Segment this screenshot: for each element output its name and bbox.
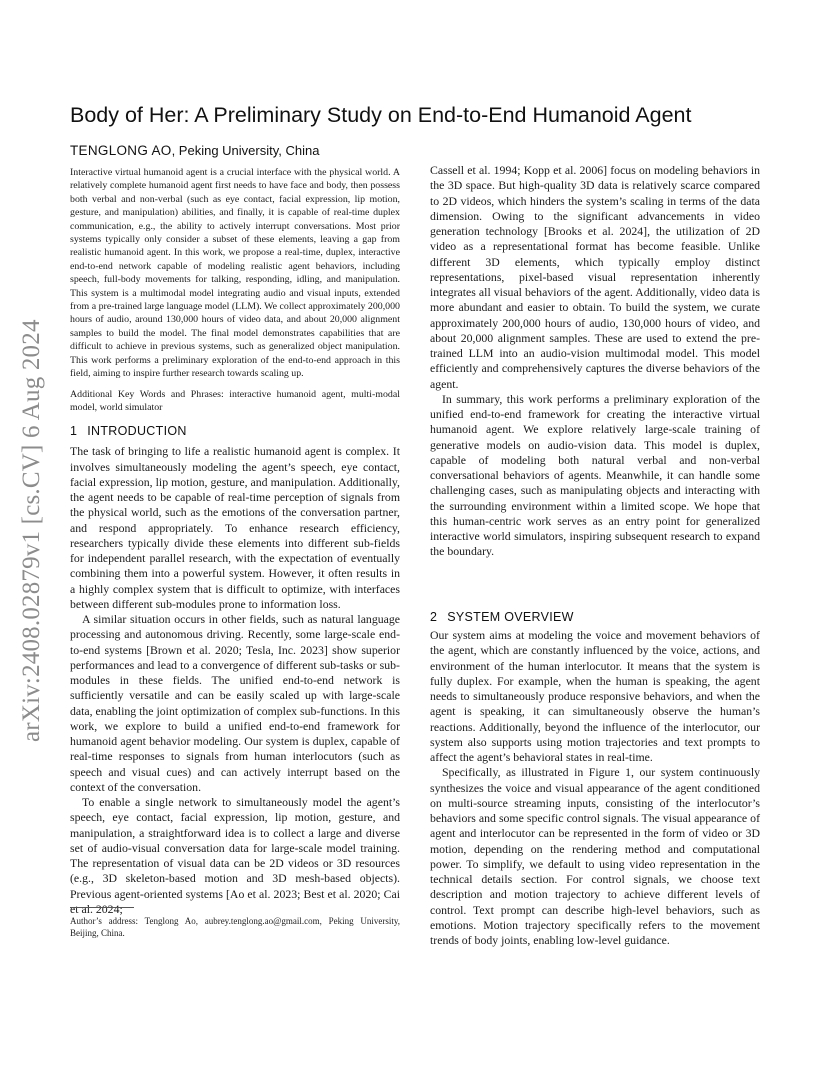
author-affiliation: , Peking University, China [171, 143, 320, 158]
paper-title: Body of Her: A Preliminary Study on End-to-End Humanoid Agent [70, 103, 692, 127]
intro-paragraph: A similar situation occurs in other fields, such as natural language processing and autonomous driving. Recently, some large-scale end-to-end systems [Brown et al. 2020; Tesla, Inc. 2023] show superior performances and lead to a convergence of different sub-tasks or sub-modules in these fields. The unified end-to-end network is sufficiently versatile and can be easily scaled up with large-scale data, enabling the joint optimization of complex sub-functions. In this work, we explore to build a unified end-to-end framework for humanoid agent behavior modeling. Our system is duplex, capable of real-time responses to signals from human interlocutors (such as speech and visual cues) and can actively interrupt based on the context of the conversation. [70, 612, 400, 794]
author-footnote: Author’s address: Tenglong Ao, aubrey.tenglong.ao@gmail.com, Peking University, Beijing, China. [70, 916, 400, 938]
section-heading-system-overview [430, 609, 760, 625]
overview-paragraph: Specifically, as illustrated in Figure 1, our system continuously synthesizes the voice and visual appearance of the agent conditioned on multi-source streaming inputs, consisting of the interlocutor’s behaviors and some specific control signals. The visual appearance of agent and interlocutor can be represented in the form of video or 3D motion, depending on the rendering method and computational power. To simplify, we default to using video representation in the technical details section. For control signals, we choose text description and motion trajectory to achieve different levels of control. Text prompt can describe high-level behaviors, such as emotions. Motion trajectory specifically refers to the movement trends of body joints, enabling low-level guidance. [430, 765, 760, 947]
intro-paragraph: To enable a single network to simultaneously model the agent’s speech, eye contact, facial expression, lip motion, gesture, and manipulation, a straightforward idea is to collect a large and diverse set of audio-visual conversation data for large-scale model training. The representation of visual data can be 2D videos or 3D resources (e.g., 3D skeleton-based motion and 3D mesh-based objects). Previous agent-oriented systems [Ao et al. 2023; Best et al. 2020; Cai et al. 2024; [70, 795, 400, 916]
section-title: SYSTEM OVERVIEW [447, 610, 574, 624]
author-line [70, 141, 770, 161]
right-column [430, 163, 760, 560]
section-heading-introduction [70, 423, 400, 439]
section-number: 2 [430, 610, 438, 624]
left-column [70, 166, 400, 917]
arxiv-identifier[interactable]: arXiv:2408.02879v1 [cs.CV] 6 Aug 2024 [18, 319, 45, 742]
system-overview-body [430, 628, 760, 948]
keywords: Additional Key Words and Phrases: interactive humanoid agent, multi-modal model, world simulator [70, 388, 400, 413]
section-title: INTRODUCTION [87, 424, 187, 439]
footnote-divider [70, 907, 134, 908]
abstract: Interactive virtual humanoid agent is a crucial interface with the physical world. A relatively complete humanoid agent first needs to have face and body, then possess both verbal and non-verbal (such as eye contact, facial expression, lip motion, gesture, and manipulation) abilities, and finally, it is capable of real-time duplex communication, e.g., the ability to actively interrupt conversations. Most prior systems typically only consider a subset of these elements, leaving a gap from realistic humanoid agent. In this work, we propose a real-time, duplex, interactive end-to-end network capable of modeling realistic agent behaviors, including speech, full-body movements for talking, responding, idling, and manipulation. This system is a multimodal model integrating audio and visual inputs, extended from a pre-trained large language model (LLM). We collect approximately 200,000 hours of audio, around 130,000 hours of video data, and about 20,000 alignment samples to build the model. The final model demonstrates capabilities that are difficult to achieve in previous systems, such as generalized object manipulation. This work performs a preliminary exploration of the end-to-end approach in this field, aiming to inspire further research towards scaling up. [70, 167, 400, 380]
intro-summary-paragraph: In summary, this work performs a preliminary exploration of the unified end-to-end framework for creating the interactive virtual humanoid agent. We explore relatively large-scale training of generative models on audio-vision data. This model is duplex, capable of modeling both natural verbal and non-verbal conversational behaviors of agents. Meanwhile, it can handle some challenging cases, such as manipulating objects and interacting with the surrounding environment within a limited scope. We hope that this human-centric work serves as an entry point for generalized interactive world simulators, inspiring subsequent research to expand the boundary. [430, 391, 760, 559]
intro-paragraph: The task of bringing to life a realistic humanoid agent is complex. It involves simultaneously modeling the agent’s speech, eye contact, facial expression, lip motion, gesture, and manipulation. Additionally, the agent needs to be capable of real-time perception of signals from the physical world, such as the emotions of the conversation partner, and respond appropriately. To enhance research efficiency, researchers typically divide these elements into different sub-fields for independent parallel research, with the expectation of eventually combining them into a powerful system. However, it often results in a highly complex system that is difficult to optimize, with interfaces between different sub-modules prone to information loss. [70, 444, 400, 611]
intro-continuation-paragraph: Cassell et al. 1994; Kopp et al. 2006] focus on modeling behaviors in the 3D space. But high-quality 3D data is relatively scarce compared to 2D videos, which hinders the system’s scaling in terms of the data dimension. Owing to the significant advancements in video generation technology [Brooks et al. 2024], the utilization of 2D video as a representational format has become feasible. Unlike different 3D elements, which typically employ distinct representations, pixel-based visual representation inherently integrates all visual behaviors of the agent. Additionally, video data is more abundant and easier to obtain. To build the system, we curate approximately 200,000 hours of audio, 130,000 hours of video, and about 20,000 alignment samples. These are used to extend the pre-trained LLM into an audio-vision multimodal model. This model efficiently and comprehensively captures the diverse behaviors of the agent. [430, 163, 760, 391]
author-name: TENGLONG AO [70, 143, 172, 158]
section-number: 1 [70, 424, 78, 439]
overview-paragraph: Our system aims at modeling the voice and movement behaviors of the agent, which are constantly influenced by the voice, actions, and environment of the human interlocutor. It means that the system is fully duplex. For example, when the human is speaking, the agent needs to simultaneously produce responsive behaviors, and when the agent is speaking, it can simultaneously observe the human’s reactions. Additionally, beyond the influence of the interlocutor, our system also supports using motion trajectories and text prompts to affect the agent’s behavioral states in real-time. [430, 628, 760, 764]
